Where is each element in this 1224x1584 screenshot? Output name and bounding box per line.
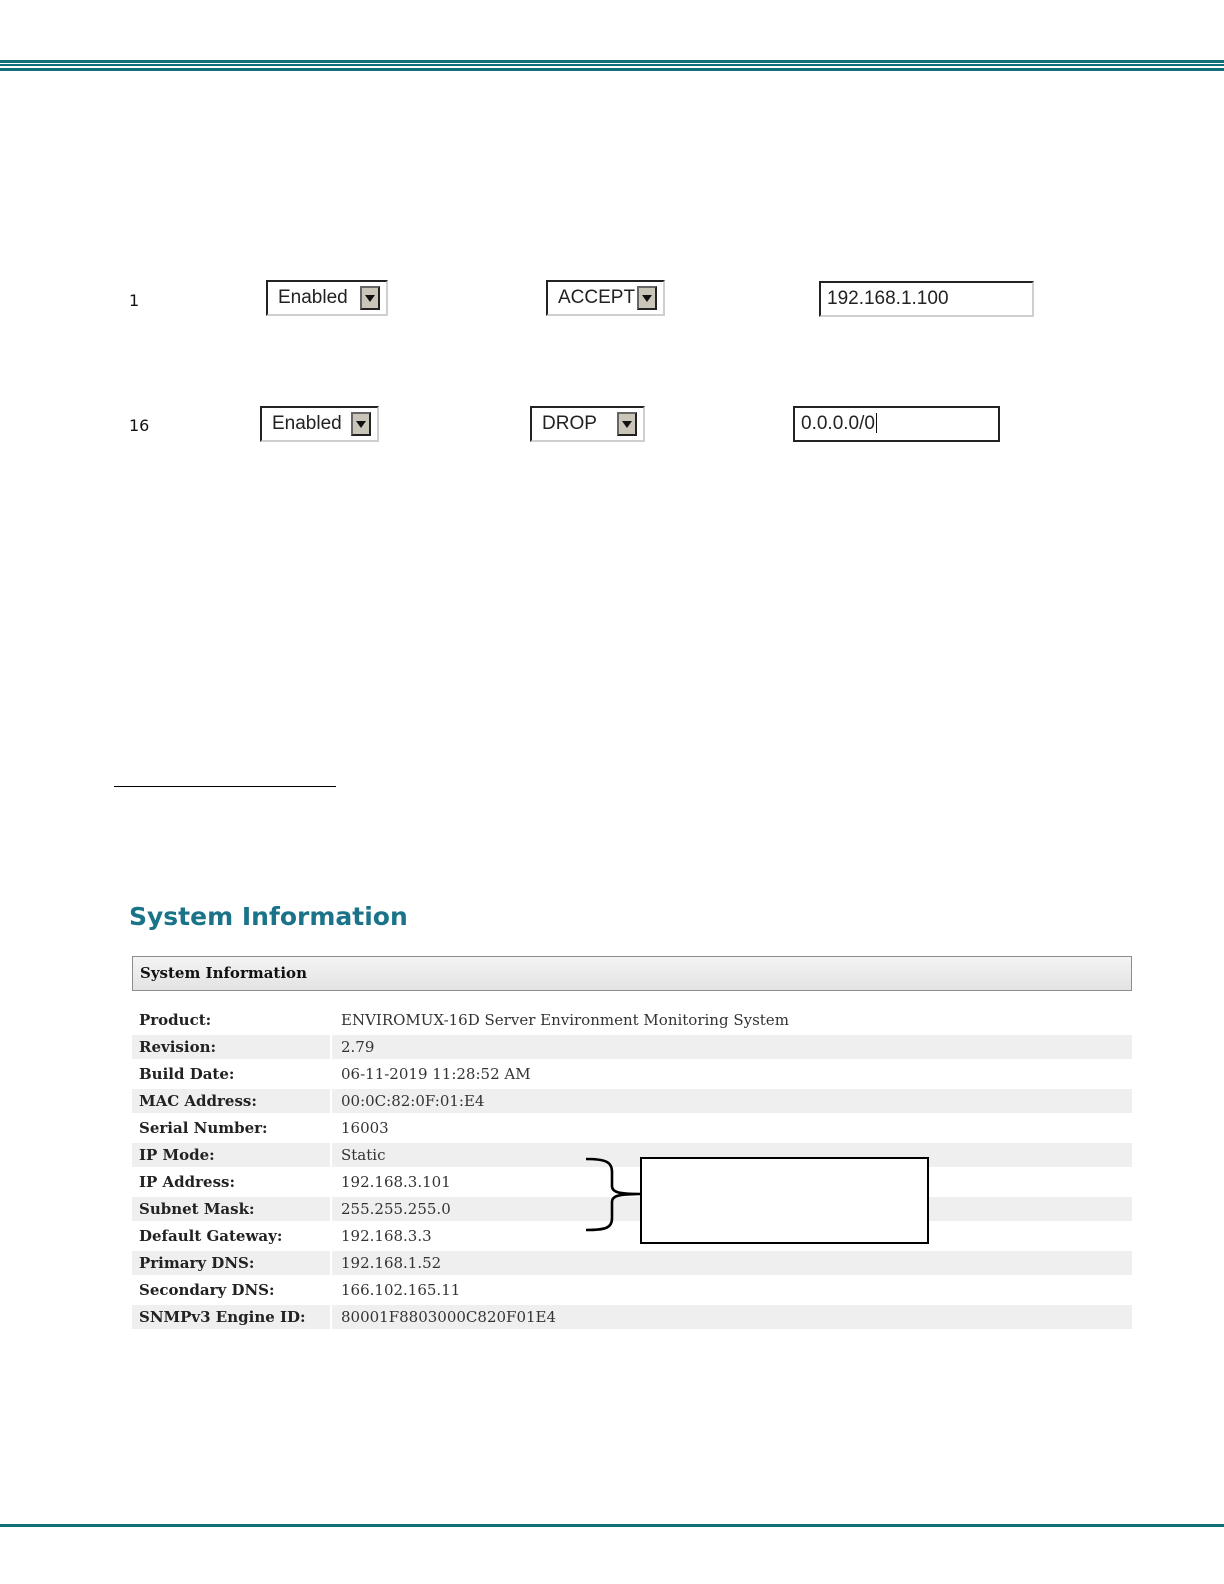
row-label: SNMPv3 Engine ID:: [132, 1305, 330, 1329]
text-caret: [876, 413, 877, 433]
header-rule-top: [0, 60, 1224, 63]
info-row-mac-address: [132, 1088, 1132, 1115]
row-value: 00:0C:82:0F:01:E4: [332, 1089, 1132, 1113]
rule-status-select[interactable]: [260, 406, 379, 442]
dropdown-arrow-icon[interactable]: [617, 412, 637, 436]
rule-action-value: ACCEPT: [558, 287, 636, 308]
rule-address-input[interactable]: [819, 281, 1034, 317]
rule-address-value: 192.168.1.100: [827, 288, 949, 309]
row-label: Primary DNS:: [132, 1251, 330, 1275]
row-value: 06-11-2019 11:28:52 AM: [341, 1065, 531, 1083]
footnote-separator: [114, 786, 336, 787]
row-label: IP Address:: [139, 1173, 236, 1191]
rule-status-select[interactable]: [266, 280, 388, 316]
rule-address-text: 0.0.0.0/0: [801, 413, 875, 434]
info-row-secondary-dns: [132, 1277, 1132, 1304]
row-label: Serial Number:: [139, 1119, 268, 1137]
rule-address-input[interactable]: [793, 406, 1000, 442]
header-rule-bottom: [0, 68, 1224, 71]
row-label: Default Gateway:: [139, 1227, 283, 1245]
curly-brace-icon: [584, 1156, 644, 1234]
rule-status-value: Enabled: [272, 413, 342, 434]
panel-title: System Information: [140, 964, 307, 982]
row-value: Static: [332, 1143, 1132, 1167]
info-row-revision: [132, 1034, 1132, 1061]
row-label: MAC Address:: [132, 1089, 330, 1113]
row-value: 80001F8803000C820F01E4: [332, 1305, 1132, 1329]
row-value: ENVIROMUX-16D Server Environment Monitoring System: [341, 1011, 789, 1029]
info-row-primary-dns: [132, 1250, 1132, 1277]
row-label: Product:: [139, 1011, 212, 1029]
row-value: 192.168.1.52: [332, 1251, 1132, 1275]
row-value: 16003: [341, 1119, 389, 1137]
dropdown-arrow-icon[interactable]: [637, 286, 657, 310]
row-value: 192.168.3.101: [341, 1173, 451, 1191]
row-label: Build Date:: [139, 1065, 235, 1083]
panel-header: [132, 956, 1132, 991]
dropdown-arrow-icon[interactable]: [360, 286, 380, 310]
dropdown-arrow-icon[interactable]: [351, 412, 371, 436]
rule-action-select[interactable]: [546, 280, 665, 316]
info-row-build-date: [132, 1061, 1132, 1088]
rule-action-select[interactable]: [530, 406, 645, 442]
row-label: Revision:: [132, 1035, 330, 1059]
footer-rule: [0, 1524, 1224, 1527]
rule-action-value: DROP: [542, 413, 597, 434]
row-value: 166.102.165.11: [341, 1281, 461, 1299]
rule-address-value: [801, 408, 877, 440]
rule-number: 1: [129, 291, 140, 310]
row-value: 192.168.3.3: [341, 1227, 432, 1245]
row-label: IP Mode:: [132, 1143, 330, 1167]
header-rule-middle: [0, 64, 1224, 66]
page-title: System Information: [129, 902, 408, 931]
row-value: 255.255.255.0: [332, 1197, 1132, 1221]
rule-status-value: Enabled: [278, 287, 348, 308]
info-row-serial-number: [132, 1115, 1132, 1142]
callout-box: [640, 1157, 929, 1244]
row-label: Subnet Mask:: [132, 1197, 330, 1221]
info-row-snmpv3-engine-id: [132, 1304, 1132, 1331]
rule-number: 16: [129, 416, 150, 435]
info-row-product: [132, 1007, 1132, 1034]
row-value: 2.79: [332, 1035, 1132, 1059]
row-label: Secondary DNS:: [139, 1281, 275, 1299]
